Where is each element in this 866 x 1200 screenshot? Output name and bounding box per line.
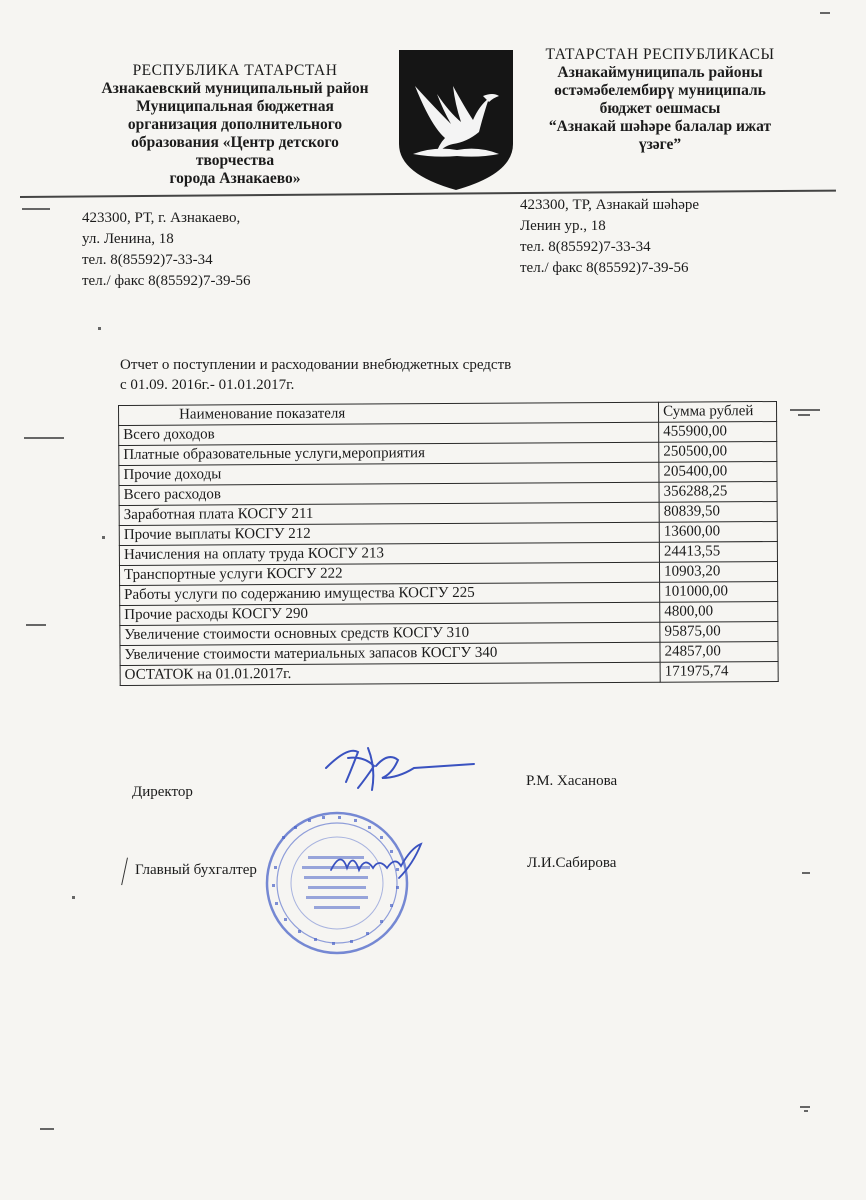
address-right-line: тел. 8(85592)7-33-34	[520, 239, 651, 255]
row-name: Прочие расходы КОСГУ 290	[120, 602, 660, 625]
row-name: Транспортные услуги КОСГУ 222	[119, 562, 659, 585]
row-sum: 10903,20	[660, 561, 778, 582]
accountant-signature	[325, 830, 435, 890]
row-sum: 455900,00	[659, 421, 777, 442]
row-sum: 171975,74	[660, 661, 778, 682]
director-role: Директор	[132, 784, 193, 800]
accountant-role: Главный бухгалтер	[135, 862, 257, 878]
report-title-block	[120, 355, 511, 395]
header-right-line: бюджет оешмасы	[599, 100, 721, 117]
row-name: Всего доходов	[119, 422, 659, 445]
address-left-line: тел./ факс 8(85592)7-39-56	[82, 273, 251, 289]
row-name: Начисления на оплату труда КОСГУ 213	[119, 542, 659, 565]
header-left-line: образования «Центр детского	[131, 134, 339, 151]
header-left-line: организация дополнительного	[127, 116, 343, 133]
address-left-line: тел. 8(85592)7-33-34	[82, 252, 213, 268]
row-sum: 101000,00	[660, 581, 778, 602]
header-right-line: Азнакаймуниципаль районы	[557, 64, 763, 81]
column-header-name: Наименование показателя	[119, 402, 659, 425]
row-sum: 356288,25	[659, 481, 777, 502]
row-sum: 13600,00	[659, 521, 777, 542]
director-signature	[318, 738, 478, 798]
address-right-line: Ленин ур., 18	[520, 218, 606, 234]
row-sum: 24857,00	[660, 641, 778, 662]
address-right-line: 423300, ТР, Азнакай шәһәре	[520, 197, 700, 213]
row-name: ОСТАТОК на 01.01.2017г.	[120, 662, 660, 685]
row-name: Прочие доходы	[119, 462, 659, 485]
address-left-line: ул. Ленина, 18	[82, 231, 174, 247]
row-name: Платные образовательные услуги,мероприятия	[119, 442, 659, 465]
address-right-line: тел./ факс 8(85592)7-39-56	[520, 260, 689, 276]
row-name: Всего расходов	[119, 482, 659, 505]
row-sum: 95875,00	[660, 621, 778, 642]
header-left-line: Муниципальная бюджетная	[136, 98, 334, 115]
row-sum: 250500,00	[659, 441, 777, 462]
row-sum: 24413,55	[659, 541, 777, 562]
header-right-line: өстәмәбелембирү муниципаль	[554, 82, 766, 99]
header-left-country: РЕСПУБЛИКА ТАТАРСТАН	[132, 62, 338, 79]
row-name: Работы услуги по содержанию имущества КОСГУ 225	[120, 582, 660, 605]
column-header-sum: Сумма рублей	[659, 401, 777, 422]
row-sum: 4800,00	[660, 601, 778, 622]
row-name: Увеличение стоимости основных средств КОСГУ 310	[120, 622, 660, 645]
address-left	[82, 208, 251, 292]
row-name: Увеличение стоимости материальных запасов КОСГУ 340	[120, 642, 660, 665]
table-row	[120, 661, 778, 685]
accountant-mark	[121, 858, 134, 887]
header-right	[510, 46, 810, 154]
header-left-line: города Азнакаево»	[169, 170, 301, 187]
row-sum: 80839,50	[659, 501, 777, 522]
header-right-line: “Азнакай шәһәре балалар ижат	[548, 118, 772, 135]
report-table	[118, 401, 779, 686]
report-title: Отчет о поступлении и расходовании внебюджетных средств	[120, 357, 512, 373]
header-left-line: творчества	[195, 152, 275, 169]
row-name: Заработная плата КОСГУ 211	[119, 502, 659, 525]
header-left-line: Азнакаевский муниципальный район	[101, 80, 369, 97]
header-left	[70, 62, 400, 188]
address-right	[520, 195, 699, 279]
director-name: Р.М. Хасанова	[526, 773, 618, 789]
report-period: с 01.09. 2016г.- 01.01.2017г.	[120, 377, 295, 393]
row-sum: 205400,00	[659, 461, 777, 482]
eagle-emblem-icon	[395, 46, 517, 194]
accountant-name: Л.И.Сабирова	[527, 855, 617, 871]
address-left-line: 423300, РТ, г. Азнакаево,	[82, 210, 241, 226]
header-right-country: ТАТАРСТАН РЕСПУБЛИКАСЫ	[545, 46, 775, 63]
row-name: Прочие выплаты КОСГУ 212	[119, 522, 659, 545]
header-right-line: үзәге”	[638, 136, 682, 153]
